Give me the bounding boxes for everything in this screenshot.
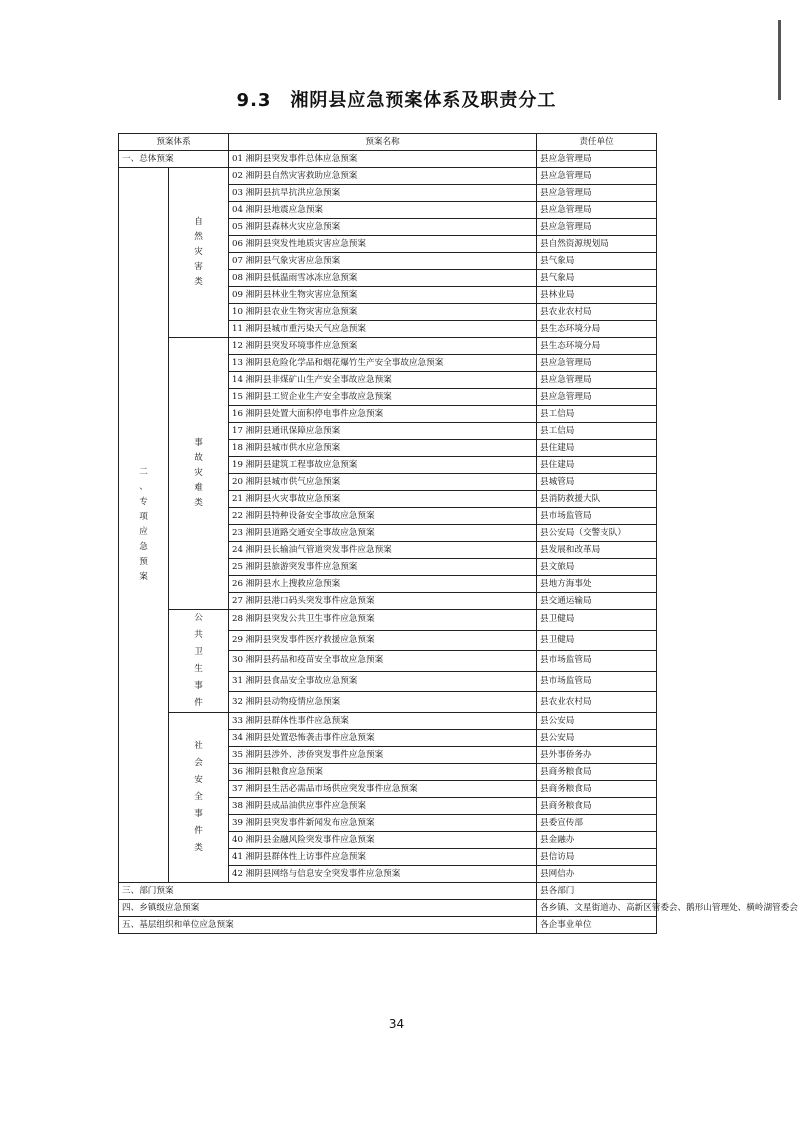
plan-name-cell: 19 湘阴县建筑工程事故应急预案 bbox=[229, 457, 537, 474]
responsible-unit-cell: 县公安局 bbox=[537, 713, 657, 730]
plan-name-cell: 15 湘阴县工贸企业生产安全事故应急预案 bbox=[229, 389, 537, 406]
plan-name-cell: 21 湘阴县火灾事故应急预案 bbox=[229, 491, 537, 508]
responsible-unit-cell: 各企事业单位 bbox=[537, 917, 657, 934]
plan-name-cell: 16 湘阴县处置大面积停电事件应急预案 bbox=[229, 406, 537, 423]
responsible-unit-cell: 县卫健局 bbox=[537, 610, 657, 631]
plan-name-cell: 34 湘阴县处置恐怖袭击事件应急预案 bbox=[229, 730, 537, 747]
responsible-unit-cell: 县气象局 bbox=[537, 253, 657, 270]
plan-name-cell: 22 湘阴县特种设备安全事故应急预案 bbox=[229, 508, 537, 525]
table-row bbox=[119, 151, 657, 168]
plan-name-cell: 06 湘阴县突发性地质灾害应急预案 bbox=[229, 236, 537, 253]
responsible-unit-cell: 县市场监管局 bbox=[537, 671, 657, 692]
category-department: 三、部门预案 bbox=[119, 883, 537, 900]
plan-name-cell: 36 湘阴县粮食应急预案 bbox=[229, 764, 537, 781]
page-number: 34 bbox=[388, 1017, 405, 1031]
plan-name-cell: 35 湘阴县涉外、涉侨突发事件应急预案 bbox=[229, 747, 537, 764]
category-township: 四、乡镇级应急预案 bbox=[119, 900, 537, 917]
responsible-unit-cell: 县地方海事处 bbox=[537, 576, 657, 593]
plan-name-cell: 08 湘阴县低温雨雪冰冻应急预案 bbox=[229, 270, 537, 287]
table-row bbox=[119, 883, 657, 900]
table-footer-rows bbox=[119, 883, 798, 934]
plan-name-cell: 11 湘阴县城市重污染天气应急预案 bbox=[229, 321, 537, 338]
responsible-unit-cell: 县市场监管局 bbox=[537, 651, 657, 672]
plan-name-cell: 40 湘阴县金融风险突发事件应急预案 bbox=[229, 832, 537, 849]
responsible-unit-cell: 县应急管理局 bbox=[537, 389, 657, 406]
subcategory-label: 自 然 灾 害 类 bbox=[169, 168, 229, 338]
page-title: 9.3 湘阴县应急预案体系及职责分工 bbox=[236, 90, 557, 111]
plan-name-cell: 32 湘阴县动物疫情应急预案 bbox=[229, 692, 537, 713]
plan-name-cell: 23 湘阴县道路交通安全事故应急预案 bbox=[229, 525, 537, 542]
responsible-unit-cell: 县应急管理局 bbox=[537, 185, 657, 202]
plan-name-cell: 14 湘阴县非煤矿山生产安全事故应急预案 bbox=[229, 372, 537, 389]
responsible-unit-cell: 县各部门 bbox=[537, 883, 657, 900]
responsible-unit-cell: 县林业局 bbox=[537, 287, 657, 304]
table-row bbox=[119, 713, 657, 730]
responsible-unit-cell: 县农业农村局 bbox=[537, 692, 657, 713]
responsible-unit-cell: 县交通运输局 bbox=[537, 593, 657, 610]
responsible-unit-cell: 县生态环境分局 bbox=[537, 338, 657, 355]
plan-name-cell: 07 湘阴县气象灾害应急预案 bbox=[229, 253, 537, 270]
plan-name-cell: 02 湘阴县自然灾害救助应急预案 bbox=[229, 168, 537, 185]
table-body bbox=[119, 151, 657, 883]
category-special: 二 、 专 项 应 急 预 案 bbox=[119, 168, 169, 883]
responsible-unit-cell: 县应急管理局 bbox=[537, 168, 657, 185]
responsible-unit-cell: 县信访局 bbox=[537, 849, 657, 866]
subcategory-label: 公 共 卫 生 事 件 bbox=[169, 610, 229, 713]
responsible-unit-cell: 县外事侨务办 bbox=[537, 747, 657, 764]
responsible-unit-cell: 县委宣传部 bbox=[537, 815, 657, 832]
responsible-unit-cell: 县金融办 bbox=[537, 832, 657, 849]
plan-name-cell: 10 湘阴县农业生物灾害应急预案 bbox=[229, 304, 537, 321]
plan-name-cell: 31 湘阴县食品安全事故应急预案 bbox=[229, 671, 537, 692]
emergency-plan-table bbox=[118, 133, 798, 934]
responsible-unit-cell: 县文旅局 bbox=[537, 559, 657, 576]
responsible-unit-cell: 县城管局 bbox=[537, 474, 657, 491]
responsible-unit-cell: 县生态环境分局 bbox=[537, 321, 657, 338]
plan-name-cell: 13 湘阴县危险化学品和烟花爆竹生产安全事故应急预案 bbox=[229, 355, 537, 372]
responsible-unit-cell: 县市场监管局 bbox=[537, 508, 657, 525]
responsible-unit-cell: 县住建局 bbox=[537, 440, 657, 457]
plan-name-cell: 24 湘阴县长输油气管道突发事件应急预案 bbox=[229, 542, 537, 559]
responsible-unit-cell: 各乡镇、文星街道办、高新区管委会、鹅形山管理处、横岭湖管委会 bbox=[537, 900, 657, 917]
plan-name-cell: 29 湘阴县突发事件医疗救援应急预案 bbox=[229, 630, 537, 651]
responsible-unit-cell: 县应急管理局 bbox=[537, 219, 657, 236]
plan-name-cell: 17 湘阴县通讯保障应急预案 bbox=[229, 423, 537, 440]
responsible-unit-cell: 县卫健局 bbox=[537, 630, 657, 651]
table-row bbox=[119, 917, 657, 934]
responsible-unit-cell: 县住建局 bbox=[537, 457, 657, 474]
table-row bbox=[119, 900, 657, 917]
table-row bbox=[119, 168, 657, 185]
header-plan-name: 预案名称 bbox=[229, 134, 537, 151]
table-header-row bbox=[119, 134, 657, 151]
plan-name-cell: 39 湘阴县突发事件新闻发布应急预案 bbox=[229, 815, 537, 832]
responsible-unit-cell: 县农业农村局 bbox=[537, 304, 657, 321]
scan-edge-mark bbox=[778, 20, 781, 100]
plan-name-cell: 27 湘阴县港口码头突发事件应急预案 bbox=[229, 593, 537, 610]
plan-name-cell: 05 湘阴县森林火灾应急预案 bbox=[229, 219, 537, 236]
responsible-unit-cell: 县商务粮食局 bbox=[537, 764, 657, 781]
subcategory-label: 事 故 灾 难 类 bbox=[169, 338, 229, 610]
responsible-unit-cell: 县发展和改革局 bbox=[537, 542, 657, 559]
subcategory-label: 社 会 安 全 事 件 类 bbox=[169, 713, 229, 883]
header-plan-system: 预案体系 bbox=[119, 134, 229, 151]
responsible-unit-cell: 县应急管理局 bbox=[537, 372, 657, 389]
responsible-unit-cell: 县工信局 bbox=[537, 406, 657, 423]
responsible-unit-cell: 县应急管理局 bbox=[537, 151, 657, 168]
plan-name-cell: 12 湘阴县突发环境事件应急预案 bbox=[229, 338, 537, 355]
responsible-unit-cell: 县应急管理局 bbox=[537, 202, 657, 219]
plan-name-cell: 01 湘阴县突发事件总体应急预案 bbox=[229, 151, 537, 168]
responsible-unit-cell: 县商务粮食局 bbox=[537, 781, 657, 798]
plan-name-cell: 37 湘阴县生活必需品市场供应突发事件应急预案 bbox=[229, 781, 537, 798]
responsible-unit-cell: 县消防救援大队 bbox=[537, 491, 657, 508]
plan-name-cell: 18 湘阴县城市供水应急预案 bbox=[229, 440, 537, 457]
responsible-unit-cell: 县商务粮食局 bbox=[537, 798, 657, 815]
plan-name-cell: 04 湘阴县地震应急预案 bbox=[229, 202, 537, 219]
responsible-unit-cell: 县工信局 bbox=[537, 423, 657, 440]
responsible-unit-cell: 县公安局 bbox=[537, 730, 657, 747]
plan-name-cell: 25 湘阴县旅游突发事件应急预案 bbox=[229, 559, 537, 576]
responsible-unit-cell: 县自然资源规划局 bbox=[537, 236, 657, 253]
plan-name-cell: 33 湘阴县群体性事件应急预案 bbox=[229, 713, 537, 730]
plan-name-cell: 09 湘阴县林业生物灾害应急预案 bbox=[229, 287, 537, 304]
responsible-unit-cell: 县网信办 bbox=[537, 866, 657, 883]
plan-name-cell: 38 湘阴县成品油供应事件应急预案 bbox=[229, 798, 537, 815]
plan-name-cell: 03 湘阴县抗旱抗洪应急预案 bbox=[229, 185, 537, 202]
plan-name-cell: 42 湘阴县网络与信息安全突发事件应急预案 bbox=[229, 866, 537, 883]
table-row bbox=[119, 610, 657, 631]
plan-name-cell: 20 湘阴县城市供气应急预案 bbox=[229, 474, 537, 491]
responsible-unit-cell: 县气象局 bbox=[537, 270, 657, 287]
table-row bbox=[119, 338, 657, 355]
plan-name-cell: 26 湘阴县水上搜救应急预案 bbox=[229, 576, 537, 593]
category-grassroots: 五、基层组织和单位应急预案 bbox=[119, 917, 537, 934]
responsible-unit-cell: 县公安局（交警支队） bbox=[537, 525, 657, 542]
plan-name-cell: 28 湘阴县突发公共卫生事件应急预案 bbox=[229, 610, 537, 631]
category-overall: 一、总体预案 bbox=[119, 151, 229, 168]
header-responsible-unit: 责任单位 bbox=[537, 134, 657, 151]
responsible-unit-cell: 县应急管理局 bbox=[537, 355, 657, 372]
plan-name-cell: 30 湘阴县药品和疫苗安全事故应急预案 bbox=[229, 651, 537, 672]
plan-name-cell: 41 湘阴县群体性上访事件应急预案 bbox=[229, 849, 537, 866]
